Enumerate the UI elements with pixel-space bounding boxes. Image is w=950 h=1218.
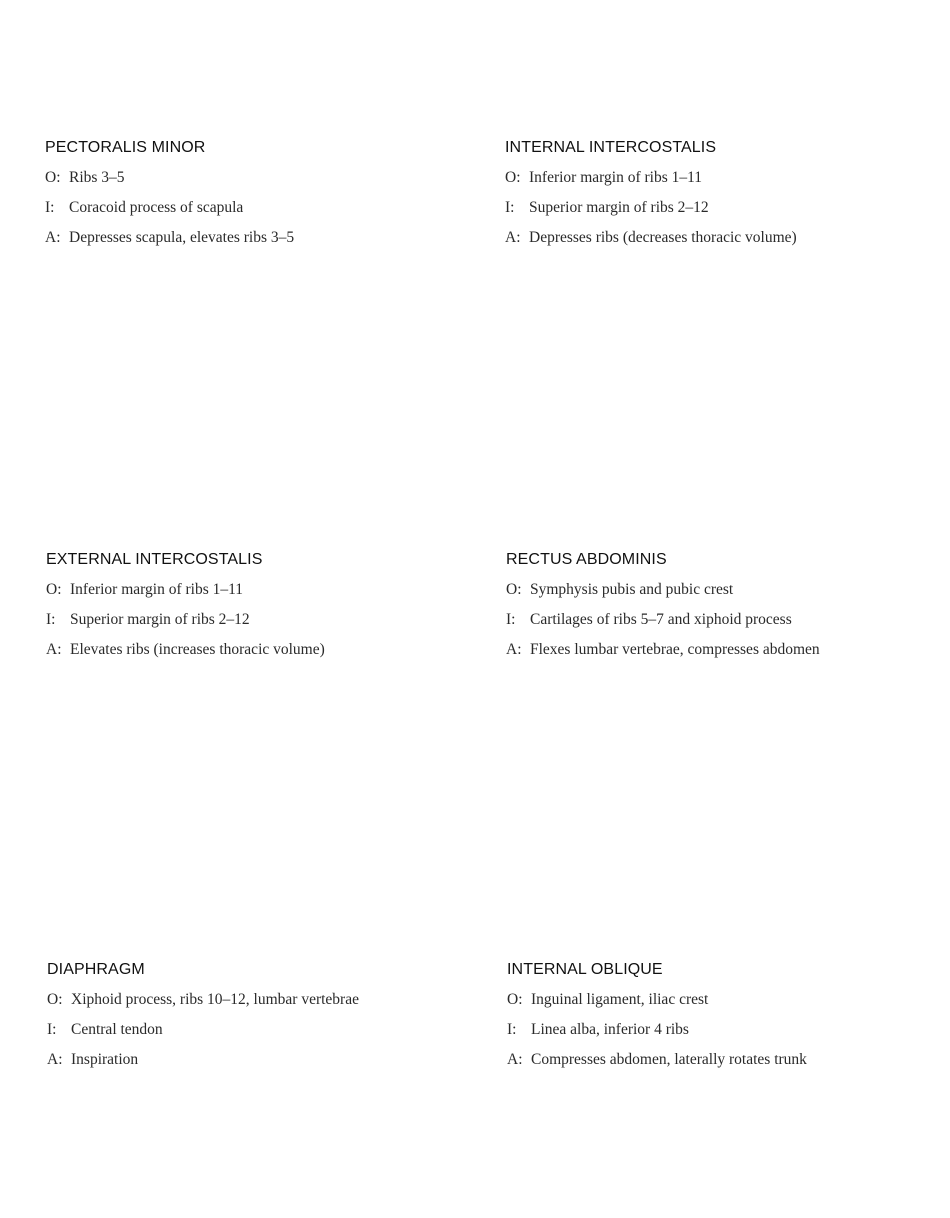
action-value: Depresses scapula, elevates ribs 3–5: [69, 229, 295, 246]
action-value: Inspiration: [71, 1051, 139, 1068]
muscle-card-pectoralis-minor: [45, 138, 485, 258]
insertion-label: I:: [47, 1021, 57, 1038]
insertion-label: I:: [506, 611, 516, 628]
muscle-card-rectus-abdominis: [506, 550, 946, 670]
action-row: [505, 228, 945, 248]
action-label: A:: [45, 229, 61, 246]
origin-label: O:: [47, 991, 63, 1008]
action-label: A:: [47, 1051, 63, 1068]
action-value: Depresses ribs (decreases thoracic volume): [529, 229, 797, 246]
insertion-row: [506, 610, 946, 630]
insertion-row: [45, 198, 485, 218]
muscle-title: RECTUS ABDOMINIS: [506, 551, 667, 568]
muscle-title: PECTORALIS MINOR: [45, 139, 206, 156]
origin-row: [47, 990, 487, 1010]
insertion-label: I:: [505, 199, 515, 216]
insertion-value: Superior margin of ribs 2–12: [529, 199, 709, 216]
action-row: [507, 1050, 947, 1070]
insertion-row: [507, 1020, 947, 1040]
origin-value: Xiphoid process, ribs 10–12, lumbar vertebrae: [71, 991, 359, 1008]
insertion-value: Superior margin of ribs 2–12: [70, 611, 250, 628]
insertion-value: Cartilages of ribs 5–7 and xiphoid process: [530, 611, 792, 628]
origin-value: Inferior margin of ribs 1–11: [529, 169, 703, 186]
insertion-row: [46, 610, 486, 630]
insertion-label: I:: [46, 611, 56, 628]
action-label: A:: [506, 641, 522, 658]
origin-label: O:: [46, 581, 62, 598]
muscle-title: INTERNAL INTERCOSTALIS: [505, 139, 717, 156]
origin-row: [46, 580, 486, 600]
muscle-title: DIAPHRAGM: [47, 961, 145, 978]
origin-value: Inferior margin of ribs 1–11: [70, 581, 244, 598]
origin-row: [507, 990, 947, 1010]
action-value: Flexes lumbar vertebrae, compresses abdomen: [530, 641, 820, 658]
origin-label: O:: [506, 581, 522, 598]
muscle-title: EXTERNAL INTERCOSTALIS: [46, 551, 263, 568]
action-row: [45, 228, 485, 248]
action-value: Elevates ribs (increases thoracic volume): [70, 641, 325, 658]
origin-row: [506, 580, 946, 600]
muscle-card-diaphragm: [47, 960, 487, 1080]
insertion-row: [505, 198, 945, 218]
action-label: A:: [505, 229, 521, 246]
insertion-value: Coracoid process of scapula: [69, 199, 244, 216]
origin-label: O:: [507, 991, 523, 1008]
action-row: [506, 640, 946, 660]
action-label: A:: [46, 641, 62, 658]
action-row: [46, 640, 486, 660]
muscle-title: INTERNAL OBLIQUE: [507, 961, 663, 978]
origin-value: Symphysis pubis and pubic crest: [530, 581, 734, 598]
origin-row: [505, 168, 945, 188]
action-row: [47, 1050, 487, 1070]
insertion-value: Central tendon: [71, 1021, 163, 1038]
insertion-value: Linea alba, inferior 4 ribs: [531, 1021, 689, 1038]
muscle-card-internal-oblique: [507, 960, 947, 1080]
insertion-label: I:: [507, 1021, 517, 1038]
origin-label: O:: [45, 169, 61, 186]
insertion-label: I:: [45, 199, 55, 216]
action-label: A:: [507, 1051, 523, 1068]
origin-value: Inguinal ligament, iliac crest: [531, 991, 709, 1008]
origin-row: [45, 168, 485, 188]
insertion-row: [47, 1020, 487, 1040]
origin-label: O:: [505, 169, 521, 186]
muscle-card-internal-intercostalis: [505, 138, 945, 258]
muscle-card-external-intercostalis: [46, 550, 486, 670]
origin-value: Ribs 3–5: [69, 169, 125, 186]
action-value: Compresses abdomen, laterally rotates trunk: [531, 1051, 807, 1068]
